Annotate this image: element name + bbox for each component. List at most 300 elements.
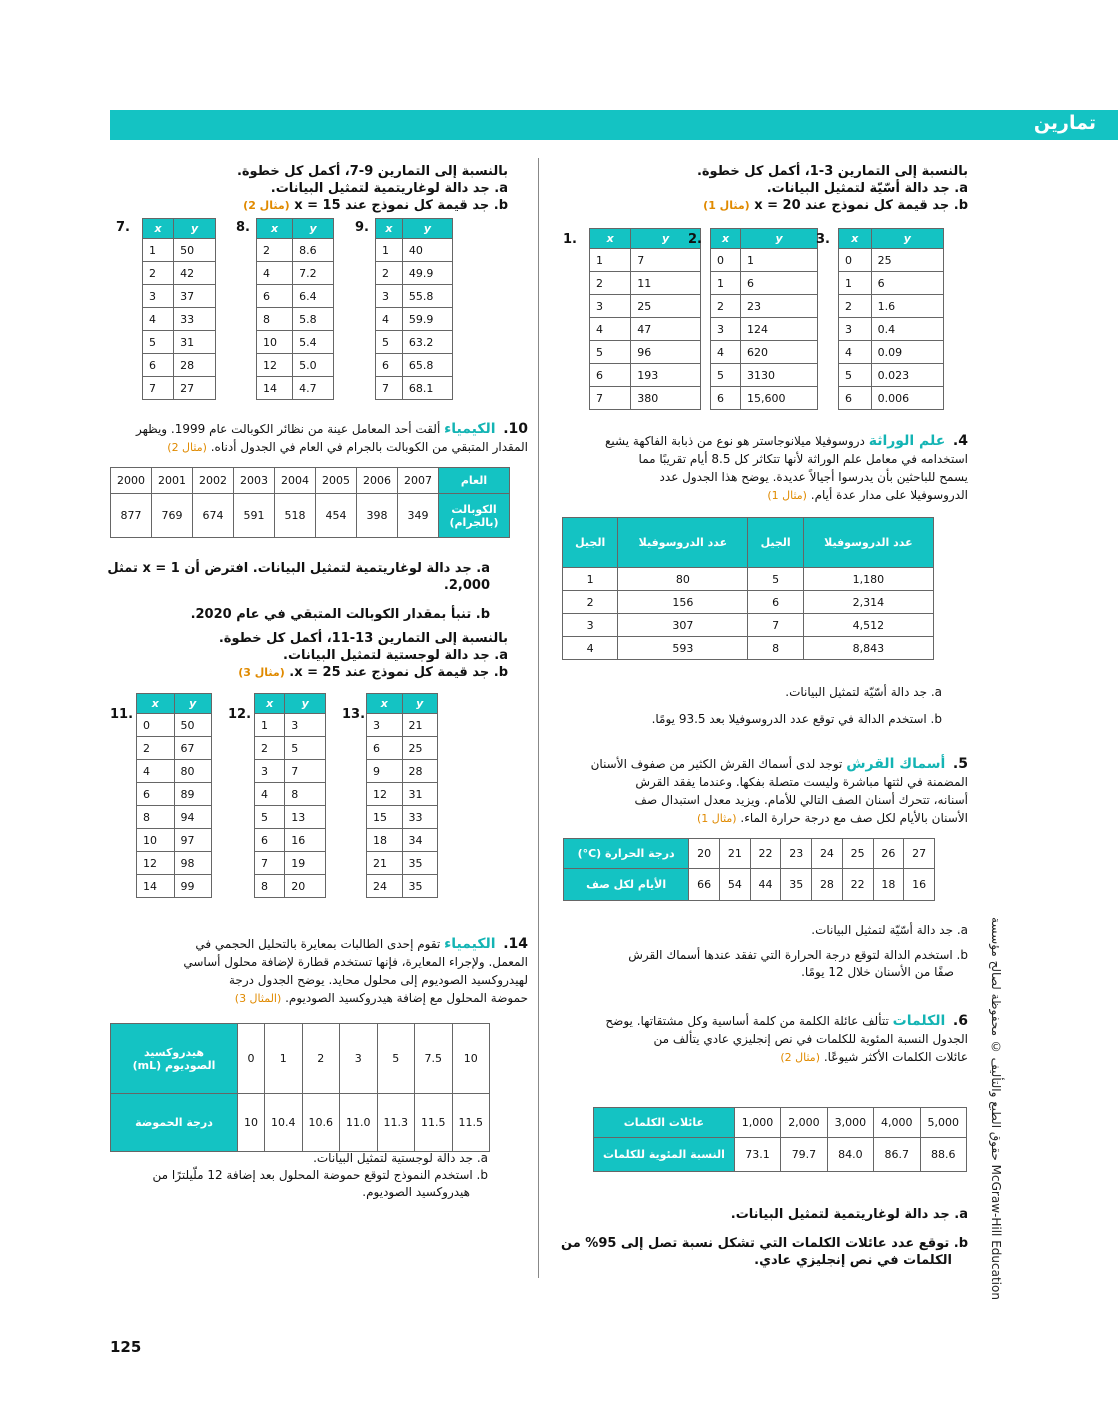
table-cell: 193 — [631, 364, 701, 387]
table-row — [255, 829, 326, 852]
table-cell: 1 — [741, 249, 818, 272]
table-row — [590, 272, 701, 295]
table-cell: 3 — [590, 295, 631, 318]
table-row — [376, 308, 453, 331]
table-cell: 7 — [590, 387, 631, 410]
table-cell: 3 — [143, 285, 174, 308]
table-cell: 5 — [590, 341, 631, 364]
table-row — [143, 354, 216, 377]
table-header-cell: y — [402, 694, 438, 714]
table-cell: 4.7 — [293, 377, 334, 400]
table-cell: 454 — [316, 494, 357, 538]
table-cell: 50 — [174, 714, 212, 737]
table-header-cell: x — [257, 219, 293, 239]
table-row — [367, 760, 438, 783]
table-cell: 1 — [265, 1024, 303, 1094]
question-6-parts: a. جد دالة لوغاريتمية لتمثيل البيانات. b. توقع عدد عائلات الكلمات التي تشكل نسبة تصل إلى 95% من الكلمات في نص إنجليزي عادي. — [561, 1207, 968, 1268]
table-cell: 14 — [257, 377, 293, 400]
table-cell: 12 — [367, 783, 403, 806]
table-cell: 10.6 — [302, 1094, 340, 1152]
table-cell: 18 — [367, 829, 403, 852]
table-cell: 769 — [152, 494, 193, 538]
table-row — [590, 318, 701, 341]
table-row — [839, 295, 944, 318]
table-cell: 47 — [631, 318, 701, 341]
table-cell: 1 — [839, 272, 872, 295]
table-cell: 4 — [590, 318, 631, 341]
column-divider — [538, 158, 539, 1278]
table-row — [257, 354, 334, 377]
table-cell: 1 — [376, 239, 403, 262]
table-cell: 33 — [402, 806, 438, 829]
table-cell: 2003 — [234, 468, 275, 494]
table-cell: 2000 — [111, 468, 152, 494]
table-cell: 25 — [842, 839, 873, 869]
table-cell: 25 — [871, 249, 943, 272]
table-cell: 6 — [367, 737, 403, 760]
table-row — [590, 341, 701, 364]
table-cell: 33 — [174, 308, 216, 331]
table-cell: 98 — [174, 852, 212, 875]
table-cell: 1,000 — [734, 1108, 780, 1138]
table-cell: 26 — [873, 839, 904, 869]
table-cell: 0 — [238, 1024, 265, 1094]
table-cell: 20 — [689, 839, 720, 869]
row-label: النسبة المئوية للكلمات — [594, 1138, 735, 1172]
table-cell: 21 — [402, 714, 438, 737]
row-label: الكوبالت (بالجرام) — [439, 494, 510, 538]
question-5-parts: a. جد دالة أسّيّة لتمثيل البيانات. b. استخدم الدالة لتوقع درجة الحرارة التي تفقد عندها أسماك القرش صفًا من الأسنان خلال 12 يومًا. — [628, 923, 968, 979]
table-cell: 15 — [367, 806, 403, 829]
table-cell: 35 — [402, 875, 438, 898]
table-cell: 1 — [711, 272, 741, 295]
copyright-sidebar: حقوق الطبع والتأليف © محفوظة لصالح مؤسسة McGraw-Hill Education — [989, 917, 1003, 1300]
table-row — [143, 262, 216, 285]
table-cell: 2005 — [316, 468, 357, 494]
table-cell: 31 — [174, 331, 216, 354]
table-cell: 2 — [711, 295, 741, 318]
table-cell: 28 — [174, 354, 216, 377]
titration-table — [110, 1023, 490, 1152]
table-row — [839, 318, 944, 341]
table-cell: 11.0 — [340, 1094, 378, 1152]
table-row — [137, 875, 212, 898]
table-cell: 42 — [174, 262, 216, 285]
table-row — [367, 806, 438, 829]
table-cell: 12 — [257, 354, 293, 377]
question-14-parts: a. جد دالة لوجستية لتمثيل البيانات. b. استخدم النموذج لتوقع حموضة المحلول بعد إضافة 12 ملّيلترًا من هيدروكسيد الصوديوم. — [152, 1151, 488, 1199]
table-cell: 40 — [402, 239, 452, 262]
table-header-cell: y — [741, 229, 818, 249]
table-cell: 3,000 — [827, 1108, 873, 1138]
table-cell: 2007 — [398, 468, 439, 494]
exercises-11-13-intro: بالنسبة إلى التمارين 13-11، أكمل كل خطوة. a. جد دالة لوجستية لتمثيل البيانات. b. جد قيمة كل نموذج عند x = 25. (مثال 3) — [218, 631, 508, 680]
table-row — [711, 249, 818, 272]
table-row — [839, 387, 944, 410]
table-cell: 7 — [255, 852, 285, 875]
table-cell: 4 — [257, 262, 293, 285]
table-cell: 5.8 — [293, 308, 334, 331]
table-row — [367, 852, 438, 875]
row-label: عائلات الكلمات — [594, 1108, 735, 1138]
table-row — [839, 272, 944, 295]
table-row — [376, 239, 453, 262]
table-cell: 28 — [402, 760, 438, 783]
table-cell: 25 — [631, 295, 701, 318]
row-label: العام — [439, 468, 510, 494]
table-cell: 3 — [367, 714, 403, 737]
table-cell: 28 — [812, 869, 843, 901]
table-header-cell: y — [402, 219, 452, 239]
question-4: 4. علم الوراثة دروسوفيلا ميلانوجاستر هو نوع من ذبابة الفاكهة يشيع استخدامه في معامل علم الوراثة لأنها تتكاثر كل 8.5 أيام تقريبًا مما يسمح للباحثين بأن يدرسوا أجيالاً عديدة. يوضح هذا الجدول عدد الدروسوفيلا على مدار عدة أيام. (مثال 1) — [605, 433, 968, 502]
row-label: هيدروكسيد الصوديوم (mL) — [111, 1024, 238, 1094]
table-cell: 5,000 — [920, 1108, 967, 1138]
table-row — [376, 285, 453, 308]
table-row — [711, 295, 818, 318]
table-cell: 97 — [174, 829, 212, 852]
table-cell: 35 — [402, 852, 438, 875]
table-header-cell: x — [711, 229, 741, 249]
table-row — [137, 783, 212, 806]
table-cell: 73.1 — [734, 1138, 780, 1172]
table-cell: 16 — [285, 829, 326, 852]
table-cell: 14 — [137, 875, 175, 898]
table-cell: 31 — [402, 783, 438, 806]
section-title: تمارين — [1033, 112, 1096, 134]
table-cell: 4 — [143, 308, 174, 331]
table-header-cell: y — [174, 219, 216, 239]
table-cell: 2002 — [193, 468, 234, 494]
table-cell: 2,000 — [781, 1108, 827, 1138]
row-label: الأيام لكل صف — [564, 869, 689, 901]
table-cell: 63.2 — [402, 331, 452, 354]
table-cell: 86.7 — [874, 1138, 920, 1172]
table-cell: 8 — [137, 806, 175, 829]
table-cell: 0 — [711, 249, 741, 272]
table-cell: 2 — [137, 737, 175, 760]
table-header-cell: y — [285, 694, 326, 714]
table-cell: 6 — [839, 387, 872, 410]
table-cell: 10 — [238, 1094, 265, 1152]
question-10-parts: a. جد دالة لوغاريتمية لتمثيل البيانات. افترض أن x = 1 تمثل 2,000. b. تنبأ بمقدار الكوبالت المتبقي في عام 2020. — [107, 561, 490, 622]
table-cell: 0 — [839, 249, 872, 272]
table-cell: 68.1 — [402, 377, 452, 400]
table-row — [255, 714, 326, 737]
table-cell: 10 — [452, 1024, 490, 1094]
table-row — [376, 331, 453, 354]
table-cell: 0 — [137, 714, 175, 737]
table-row — [367, 737, 438, 760]
section-header-band — [110, 110, 1118, 140]
table-cell: 10.4 — [265, 1094, 303, 1152]
table-cell: 3 — [376, 285, 403, 308]
table-cell: 3 — [711, 318, 741, 341]
table-row — [255, 737, 326, 760]
table-row — [367, 714, 438, 737]
table-row — [590, 364, 701, 387]
table-row — [367, 875, 438, 898]
table-row — [137, 714, 212, 737]
table-row — [711, 318, 818, 341]
table-cell: 13 — [285, 806, 326, 829]
table-cell: 5 — [285, 737, 326, 760]
table-row — [257, 239, 334, 262]
table-cell: 2 — [257, 239, 293, 262]
table-cell: 27 — [174, 377, 216, 400]
table-cell: 4 — [255, 783, 285, 806]
shark-table — [563, 838, 935, 901]
table-cell: 877 — [111, 494, 152, 538]
table-cell: 35 — [781, 869, 812, 901]
table-cell: 67 — [174, 737, 212, 760]
table-row — [711, 272, 818, 295]
table-cell: 22 — [750, 839, 781, 869]
table-cell: 21 — [719, 839, 750, 869]
table-cell: 6 — [871, 272, 943, 295]
table-cell: 5 — [143, 331, 174, 354]
table-cell: 2004 — [275, 468, 316, 494]
page-number: 125 — [110, 1338, 142, 1356]
table-header-cell: y — [174, 694, 212, 714]
table-row — [376, 262, 453, 285]
table-cell: 5 — [839, 364, 872, 387]
table-cell: 24 — [812, 839, 843, 869]
table-cell: 3130 — [741, 364, 818, 387]
table-row — [137, 806, 212, 829]
table-cell: 25 — [402, 737, 438, 760]
table-row — [376, 354, 453, 377]
table-cell: 59.9 — [402, 308, 452, 331]
table-cell: 79.7 — [781, 1138, 827, 1172]
table-row — [711, 364, 818, 387]
table-cell: 6 — [137, 783, 175, 806]
table-cell: 5 — [377, 1024, 415, 1094]
drosophila-table: الجيل عدد الدروسوفيلا الجيل عدد الدروسوفيلا 1 80 5 1,180 2 156 6 2,314 3 307 7 4,512 4 593 8 8,843 — [562, 517, 934, 660]
table-row — [255, 852, 326, 875]
table-cell: 96 — [631, 341, 701, 364]
table-cell: 8 — [257, 308, 293, 331]
table-header-cell: x — [590, 229, 631, 249]
table-cell: 7 — [285, 760, 326, 783]
table-cell: 24 — [367, 875, 403, 898]
table-cell: 5 — [711, 364, 741, 387]
table-row — [255, 806, 326, 829]
table-cell: 34 — [402, 829, 438, 852]
table-cell: 11.5 — [415, 1094, 453, 1152]
table-cell: 591 — [234, 494, 275, 538]
table-cell: 50 — [174, 239, 216, 262]
question-4-parts: a. جد دالة أسّيّة لتمثيل البيانات. b. استخدم الدالة في توقع عدد الدروسوفيلا بعد 93.5 يومًا. — [651, 685, 942, 726]
table-cell: 5.4 — [293, 331, 334, 354]
table-cell: 380 — [631, 387, 701, 410]
table-cell: 23 — [781, 839, 812, 869]
table-cell: 0.006 — [871, 387, 943, 410]
table-row — [143, 331, 216, 354]
table-cell: 1 — [255, 714, 285, 737]
table-cell: 1 — [590, 249, 631, 272]
table-cell: 19 — [285, 852, 326, 875]
table-cell: 0.023 — [871, 364, 943, 387]
table-cell: 8.6 — [293, 239, 334, 262]
table-cell: 27 — [904, 839, 935, 869]
table-cell: 49.9 — [402, 262, 452, 285]
table-cell: 4,000 — [874, 1108, 920, 1138]
table-cell: 620 — [741, 341, 818, 364]
table-cell: 2006 — [357, 468, 398, 494]
table-cell: 23 — [741, 295, 818, 318]
question-14: 14. الكيمياء تقوم إحدى الطالبات بمعايرة بالتحليل الحجمي في المعمل. ولإجراء المعايرة، فإنها تستخدم قطارة لإضافة محلول أساسي لهيدروكسيد الصوديوم إلى محلول محايد. يوضح الجدول درجة حموضة المحلول مع إضافة هيدروكسيد الصوديوم. (المثال 3) — [183, 936, 528, 1005]
table-row — [590, 249, 701, 272]
table-cell: 8 — [285, 783, 326, 806]
table-row — [255, 783, 326, 806]
table-cell: 11 — [631, 272, 701, 295]
table-cell: 7 — [143, 377, 174, 400]
table-row — [711, 341, 818, 364]
table-cell: 22 — [842, 869, 873, 901]
table-cell: 94 — [174, 806, 212, 829]
exercises-7-9-intro: بالنسبة إلى التمارين 9-7، أكمل كل خطوة. a. جد دالة لوغاريتمية لتمثيل البيانات. b. جد قيمة كل نموذج عند x = 15 (مثال 2) — [236, 164, 508, 213]
table-header-cell: y — [631, 229, 701, 249]
table-row — [137, 829, 212, 852]
table-cell: 5 — [255, 806, 285, 829]
table-cell: 7 — [631, 249, 701, 272]
table-cell: 2 — [302, 1024, 340, 1094]
table-row — [137, 737, 212, 760]
table-cell: 5.0 — [293, 354, 334, 377]
table-cell: 11.5 — [452, 1094, 490, 1152]
table-cell: 18 — [873, 869, 904, 901]
table-cell: 20 — [285, 875, 326, 898]
table-row — [376, 377, 453, 400]
table-row — [143, 239, 216, 262]
table-cell: 6 — [143, 354, 174, 377]
table-row — [137, 852, 212, 875]
table-row — [839, 249, 944, 272]
table-cell: 21 — [367, 852, 403, 875]
table-row — [257, 308, 334, 331]
table-cell: 5 — [376, 331, 403, 354]
table-cell: 54 — [719, 869, 750, 901]
row-label: درجة الحرارة (C°) — [564, 839, 689, 869]
table-row — [143, 308, 216, 331]
table-cell: 6 — [257, 285, 293, 308]
table-cell: 11.3 — [377, 1094, 415, 1152]
table-cell: 66 — [689, 869, 720, 901]
table-cell: 2 — [839, 295, 872, 318]
table-row — [257, 285, 334, 308]
table-row — [839, 364, 944, 387]
table-header-cell: x — [137, 694, 175, 714]
table-cell: 2 — [255, 737, 285, 760]
table-row — [143, 285, 216, 308]
row-label: درجة الحموضة — [111, 1094, 238, 1152]
table-row — [367, 783, 438, 806]
table-cell: 65.8 — [402, 354, 452, 377]
table-cell: 398 — [357, 494, 398, 538]
table-cell: 80 — [174, 760, 212, 783]
table-cell: 7.2 — [293, 262, 334, 285]
table-cell: 6.4 — [293, 285, 334, 308]
table-row — [255, 875, 326, 898]
table-cell: 7.5 — [415, 1024, 453, 1094]
table-header-cell: x — [367, 694, 403, 714]
table-header-cell: x — [376, 219, 403, 239]
table-cell: 1 — [143, 239, 174, 262]
table-row — [590, 387, 701, 410]
table-cell: 349 — [398, 494, 439, 538]
table-cell: 9 — [367, 760, 403, 783]
table-cell: 6 — [711, 387, 741, 410]
table-row — [257, 262, 334, 285]
table-cell: 0.09 — [871, 341, 943, 364]
table-cell: 6 — [590, 364, 631, 387]
table-cell: 2 — [590, 272, 631, 295]
table-cell: 2001 — [152, 468, 193, 494]
table-cell: 518 — [275, 494, 316, 538]
table-cell: 4 — [137, 760, 175, 783]
table-row — [839, 341, 944, 364]
table-cell: 3 — [285, 714, 326, 737]
table-cell: 16 — [904, 869, 935, 901]
table-cell: 124 — [741, 318, 818, 341]
table-header-cell: x — [143, 219, 174, 239]
table-cell: 3 — [340, 1024, 378, 1094]
table-cell: 674 — [193, 494, 234, 538]
table-cell: 4 — [711, 341, 741, 364]
table-cell: 2 — [143, 262, 174, 285]
table-cell: 99 — [174, 875, 212, 898]
question-6: 6. الكلمات تتألف عائلة الكلمة من كلمة أساسية وكل مشتقاتها. يوضح الجدول النسبة المئوية للكلمات في نص إنجليزي عادي يتألف من عائلات الكلمات الأكثر شيوعًا. (مثال 2) — [605, 1013, 968, 1064]
table-cell: 6 — [255, 829, 285, 852]
table-cell: 6 — [741, 272, 818, 295]
table-row — [137, 760, 212, 783]
table-cell: 3 — [839, 318, 872, 341]
table-header-cell: y — [293, 219, 334, 239]
table-cell: 4 — [839, 341, 872, 364]
question-5: 5. أسماك القرش توجد لدى أسماك القرش الكثير من صفوف الأسنان المضمنة في لثتها مباشرة وليست متصلة بفكها. وعندما يفقد القرش أسنانه، تتحرك أسنان الصف التالي للأمام. ويزيد معدل استبدال صف الأسنان بالأيام لكل صف مع درجة حرارة الماء. (مثال 1) — [590, 756, 968, 825]
question-10: 10. الكيمياء ألقت أحد المعامل عينة من نظائر الكوبالت عام 1999. ويظهر المقدار المتبقي من الكوبالت بالجرام في العام في الجدول أدناه. (مثال 2) — [135, 421, 528, 454]
table-cell: 10 — [257, 331, 293, 354]
table-row — [711, 387, 818, 410]
table-header-cell: x — [839, 229, 872, 249]
table-cell: 4 — [376, 308, 403, 331]
cobalt-table — [110, 467, 510, 538]
table-cell: 3 — [255, 760, 285, 783]
table-cell: 55.8 — [402, 285, 452, 308]
table-header-cell: x — [255, 694, 285, 714]
table-cell: 88.6 — [920, 1138, 967, 1172]
table-cell: 0.4 — [871, 318, 943, 341]
table-cell: 10 — [137, 829, 175, 852]
table-cell: 15,600 — [741, 387, 818, 410]
table-header-cell: y — [871, 229, 943, 249]
table-cell: 12 — [137, 852, 175, 875]
table-cell: 6 — [376, 354, 403, 377]
table-cell: 8 — [255, 875, 285, 898]
table-cell: 37 — [174, 285, 216, 308]
table-cell: 84.0 — [827, 1138, 873, 1172]
table-row — [257, 331, 334, 354]
table-cell: 89 — [174, 783, 212, 806]
table-cell: 1.6 — [871, 295, 943, 318]
table-row — [590, 295, 701, 318]
table-row — [257, 377, 334, 400]
table-cell: 2 — [376, 262, 403, 285]
table-row — [143, 377, 216, 400]
word-families-table — [593, 1107, 967, 1172]
table-cell: 44 — [750, 869, 781, 901]
table-row — [255, 760, 326, 783]
